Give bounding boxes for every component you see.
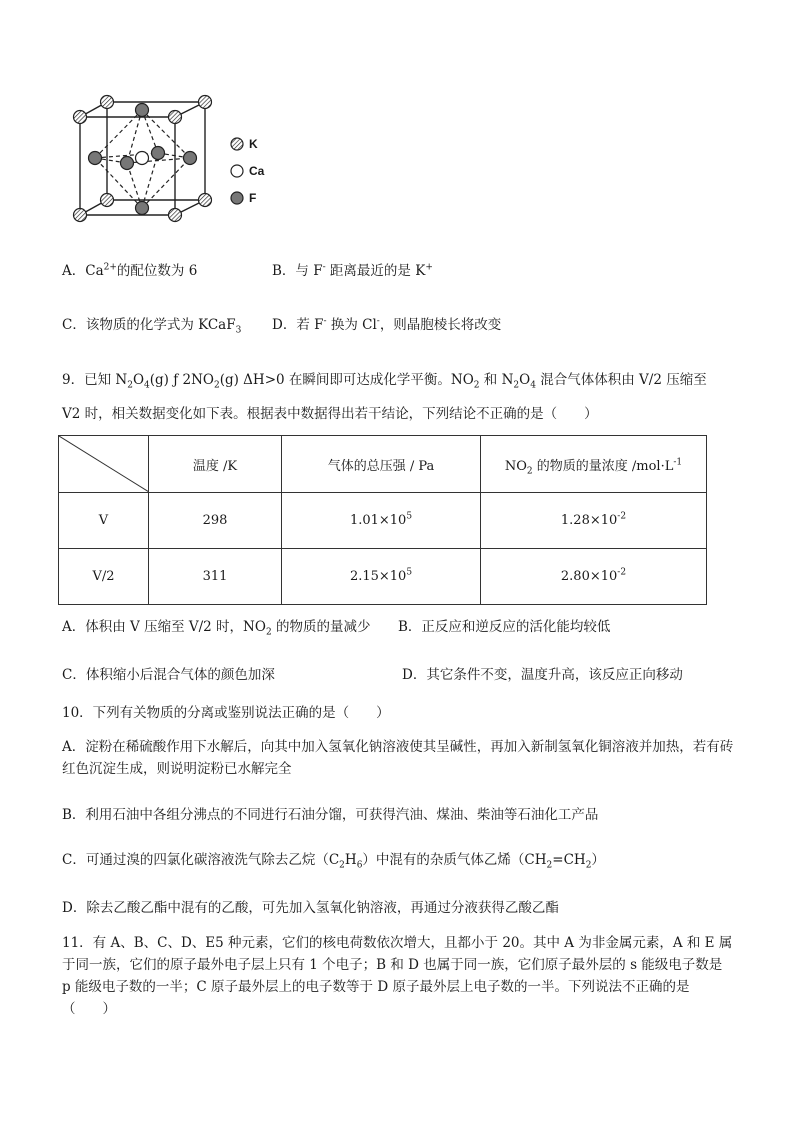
q9-stem-line1: 9．已知 $N_2O_4(g)$ ƒ $2NO_2(g)$ ΔH>0 在瞬间即可达成化学平衡。$NO_2$ 和 $N_2O_4$ 混合气体体积由 V/2 压缩至 xyxy=(62,372,707,391)
row-temp: 311 xyxy=(149,549,282,605)
legend xyxy=(231,138,243,204)
table-header-row xyxy=(59,436,707,493)
q8-option-a: A．$Ca^{2+}$的配位数为 6 xyxy=(62,262,198,279)
q9-option-d: D．其它条件不变，温度升高，该反应正向移动 xyxy=(402,667,683,683)
q8-option-b: B．与 F- 距离最近的是 K+ xyxy=(272,262,433,279)
q11-stem: 11．有 A、B、C、D、E5 种元素，它们的核电荷数依次增大，且都小于 20。其中 A 为非金属元素，A 和 E 属于同一族，它们的原子最外电子层上只有 1 个电子；B 和 D 也属于同一族，它们原子最外层的 s 能级电子数是 p 能级电子数的一半；C 原子最外层上的电子数等于 D 原子最外层上电子数的一半。下列说法不正确的是（ ） xyxy=(62,935,733,1017)
legend-ca-symbol xyxy=(231,165,243,177)
legend-k-symbol xyxy=(231,138,243,150)
diagonal-line xyxy=(59,436,149,492)
q9-option-b: B．正反应和逆反应的活化能均较低 xyxy=(398,619,611,635)
q9-stem-line2: V2 时，相关数据变化如下表。根据表中数据得出若干结论，下列结论不正确的是（ ） xyxy=(62,406,598,422)
ca-atom xyxy=(136,152,149,165)
q10-option-b: B．利用石油中各组分沸点的不同进行石油分馏，可获得汽油、煤油、柴油等石油化工产品 xyxy=(62,807,599,823)
q10-option-d: D．除去乙酸乙酯中混有的乙酸，可先加入氢氧化钠溶液，再通过分液获得乙酸乙酯 xyxy=(62,900,559,916)
row-concentration: $1.28\times 10^{-2}$ xyxy=(481,493,707,549)
crystal-cell-figure xyxy=(60,85,280,230)
q9-data-table xyxy=(58,435,707,605)
legend-label-k: K xyxy=(249,137,258,151)
row-temp: 298 xyxy=(149,493,282,549)
row-concentration: $2.80\times 10^{-2}$ xyxy=(481,549,707,605)
q9-option-a: A．体积由 V 压缩至 V/2 时，$NO_2$ 的物质的量减少 xyxy=(62,619,371,638)
q8-option-c: C．该物质的化学式为 KCaF$_3$ xyxy=(62,317,242,336)
row-label: V/2 xyxy=(59,549,149,605)
legend-f-symbol xyxy=(231,192,243,204)
q10-option-c: C．可通过溴的四氯化碳溶液洗气除去乙烷$(C_2H_6)$中混有的杂质气体乙烯$(CH_2=CH_2)$ xyxy=(62,852,605,871)
q9-option-c: C．体积缩小后混合气体的颜色加深 xyxy=(62,667,275,683)
legend-label-f: F xyxy=(249,191,257,205)
q10-stem: 10．下列有关物质的分离或鉴别说法正确的是（ ） xyxy=(62,705,390,721)
q8-option-d: D．若 F- 换为 Cl-，则晶胞棱长将改变 xyxy=(272,316,502,333)
legend-label-ca: Ca xyxy=(249,164,265,178)
diagonal-header-cell xyxy=(59,436,149,493)
row-pressure: $2.15\times 10^5$ xyxy=(282,549,481,605)
header-concentration: $NO_2$ 的物质的量浓度 $/mol\cdot L^{-1}$ xyxy=(481,436,707,493)
header-temperature: 温度 /K xyxy=(149,436,282,493)
q10-option-a: A．淀粉在稀硫酸作用下水解后，向其中加入氢氧化钠溶液使其呈碱性，再加入新制氢氧化铜溶液并加热，若有砖红色沉淀生成，则说明淀粉已水解完全 xyxy=(62,739,734,777)
header-pressure: 气体的总压强 / Pa xyxy=(282,436,481,493)
table-row xyxy=(59,549,707,605)
table-row xyxy=(59,493,707,549)
row-pressure: $1.01\times 10^5$ xyxy=(282,493,481,549)
row-label: V xyxy=(59,493,149,549)
